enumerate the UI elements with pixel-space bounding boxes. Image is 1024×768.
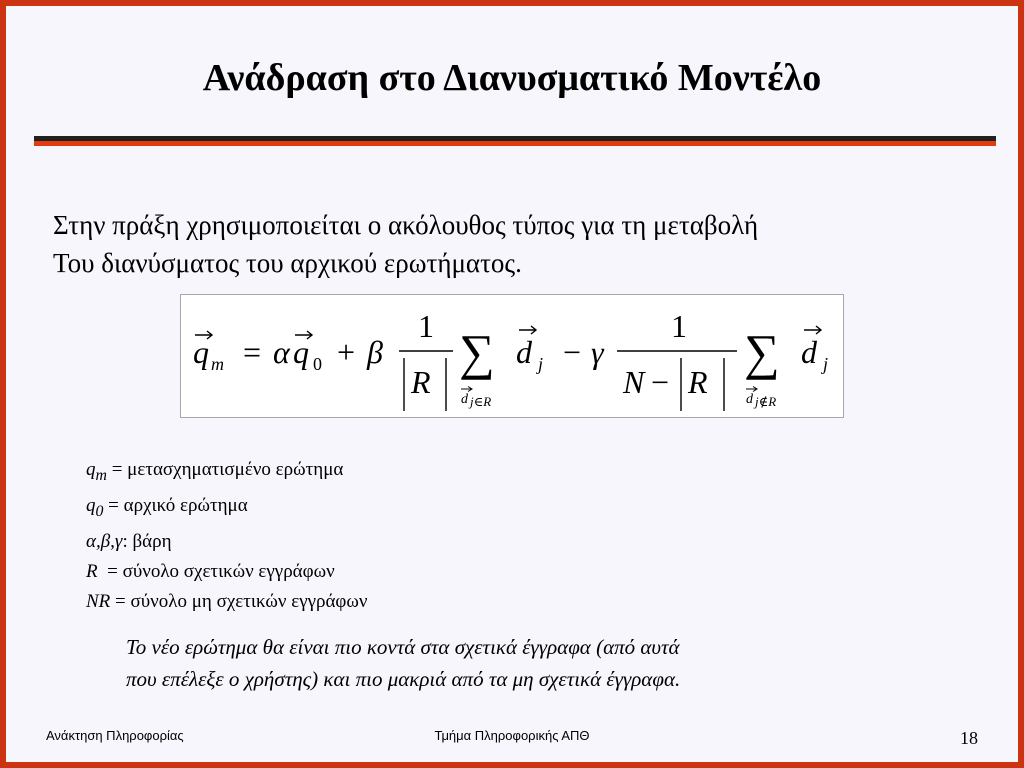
sum-1-d: d xyxy=(516,334,532,370)
vector-arrow-icon xyxy=(746,387,757,392)
fraction-1-denominator-r: R xyxy=(411,364,431,400)
footer-course: Ανάκτηση Πληροφορίας xyxy=(46,728,184,743)
gamma-symbol: γ xyxy=(591,334,604,370)
formula-svg xyxy=(181,295,843,417)
intro-line-1: Στην πράξη χρησιμοποιείται ο ακόλουθος τύπος για τη μεταβολή xyxy=(53,210,759,240)
note-line-1: Το νέο ερώτημα θα είναι πιο κοντά στα σχετικά έγγραφα (από αυτά xyxy=(126,635,680,659)
sum-2-sigma: ∑ xyxy=(744,324,780,380)
rocchio-formula xyxy=(180,294,844,418)
sum-1-cond-d: d xyxy=(461,392,468,407)
definition-item: R = σύνολο σχετικών εγγράφων xyxy=(86,560,335,582)
fraction-2-minus: − xyxy=(651,364,670,400)
vector-arrow-icon xyxy=(461,387,472,392)
beta-symbol: β xyxy=(367,334,383,370)
minus-sign: − xyxy=(563,334,582,370)
sum-2-j: j xyxy=(823,354,829,374)
explanation-note xyxy=(126,631,926,695)
intro-text xyxy=(53,206,1003,282)
vector-arrow-icon xyxy=(519,326,536,334)
q-0-subscript: 0 xyxy=(313,354,322,374)
fraction-2-r: R xyxy=(688,364,708,400)
sum-2-cond-d: d xyxy=(746,392,753,407)
q-m-subscript: m xyxy=(211,354,224,374)
equals-sign: = xyxy=(243,334,262,370)
sum-1-j: j xyxy=(538,354,544,374)
sum-2-d: d xyxy=(801,334,817,370)
title-divider xyxy=(34,136,996,146)
fraction-1-numerator: 1 xyxy=(418,308,434,344)
definition-item: $q_m = \mu\varepsilon\tau\alpha\sigma\chi\eta\mu\alpha\tau\iota\sigma\mu έ\nu o$ ερώτημα xyxy=(86,459,344,484)
note-line-2: που επέλεξε ο χρήστης) και πιο μακριά από τα μη σχετικά έγγραφα. xyxy=(126,667,681,691)
symbol-definitions xyxy=(86,455,686,617)
page-number: 18 xyxy=(960,728,978,748)
definition-item: NR = σύνολο μη σχετικών εγγράφων xyxy=(86,590,368,612)
sum-1-cond: j∈R xyxy=(470,394,492,409)
definition-item: $q_0 = \alpha\rho\chi\iota\kappa ό$ ερώτημα xyxy=(86,494,248,520)
plus-sign: + xyxy=(337,334,356,370)
fraction-2-n: N xyxy=(623,364,645,400)
footer-department: Τμήμα Πληροφορικής ΑΠΘ xyxy=(434,728,590,743)
slide-title: Ανάδραση στο Διανυσματικό Μοντέλο xyxy=(202,57,822,99)
fraction-2-numerator: 1 xyxy=(671,308,687,344)
vector-arrow-icon xyxy=(804,326,821,334)
q-m-symbol: q xyxy=(193,334,209,370)
sum-2-cond: j∉R xyxy=(755,394,777,409)
q-0-symbol: q xyxy=(293,334,309,370)
intro-line-2: Του διανύσματος του αρχικού ερωτήματος. xyxy=(53,248,522,278)
alpha-symbol: α xyxy=(273,334,290,370)
definition-item: α,β,γ: βάρη xyxy=(86,530,172,552)
sum-1-sigma: ∑ xyxy=(459,324,495,380)
